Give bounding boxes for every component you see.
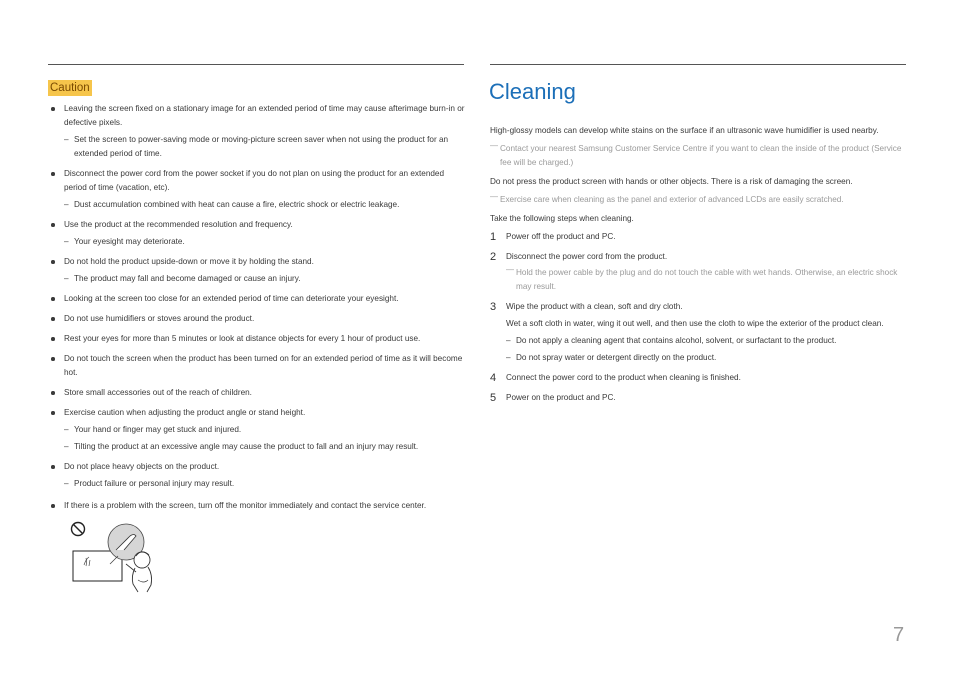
cleaning-step bbox=[490, 391, 910, 405]
caution-item bbox=[48, 499, 468, 513]
step-number: 3 bbox=[490, 301, 497, 313]
step-text: Disconnect the power cord from the product. bbox=[506, 252, 668, 261]
step-note: — Hold the power cable by the plug and do not touch the cable with wet hands. Otherwise, an electric shock may result. bbox=[506, 266, 910, 294]
caution-list bbox=[48, 102, 468, 519]
caution-item bbox=[48, 312, 468, 326]
step-text: Connect the power cord to the product when cleaning is finished. bbox=[506, 373, 741, 382]
caution-subitem: – Dust accumulation combined with heat can cause a fire, electric shock or electric leakage. bbox=[48, 198, 468, 212]
left-top-rule bbox=[48, 64, 464, 65]
cleaning-step bbox=[490, 371, 910, 385]
caution-heading: Caution bbox=[50, 82, 90, 94]
step-text: Power off the product and PC. bbox=[506, 232, 616, 241]
cleaning-step bbox=[490, 300, 910, 365]
caution-item bbox=[48, 406, 468, 454]
caution-subitem: – Product failure or personal injury may result. bbox=[48, 477, 468, 491]
caution-subitem: – The product may fall and become damaged or cause an injury. bbox=[48, 272, 468, 286]
cleaning-step bbox=[490, 230, 910, 244]
caution-item bbox=[48, 292, 468, 306]
cleaning-note: — Exercise care when cleaning as the panel and exterior of advanced LCDs are easily scratched. bbox=[490, 193, 910, 207]
screen-touch-prohibited-illustration bbox=[70, 520, 160, 596]
caution-item-text: Rest your eyes for more than 5 minutes or look at distance objects for every 1 hour of product use. bbox=[48, 332, 468, 346]
step-number: 4 bbox=[490, 372, 497, 384]
caution-subitem: – Your hand or finger may get stuck and injured. bbox=[48, 423, 468, 437]
cleaning-intro: High-glossy models can develop white stains on the surface if an ultrasonic wave humidifier is used nearby. bbox=[490, 126, 879, 135]
page-title: Cleaning bbox=[489, 79, 576, 104]
step-number: 1 bbox=[490, 231, 497, 243]
step-dash-item: – Do not apply a cleaning agent that contains alcohol, solvent, or surfactant to the product. bbox=[506, 334, 910, 348]
step-number: 2 bbox=[490, 251, 497, 263]
caution-subitem: – Set the screen to power-saving mode or moving-picture screen saver when not using the product for an extended period of time. bbox=[48, 133, 468, 161]
caution-item-text: Do not touch the screen when the product has been turned on for an extended period of time as it will become hot. bbox=[48, 352, 468, 380]
caution-item bbox=[48, 102, 468, 161]
step-detail: Wet a soft cloth in water, wing it out well, and then use the cloth to wipe the exterior of the product clean. bbox=[506, 319, 884, 328]
caution-item-text: Store small accessories out of the reach of children. bbox=[48, 386, 468, 400]
caution-item-text: Do not use humidifiers or stoves around the product. bbox=[48, 312, 468, 326]
right-top-rule bbox=[490, 64, 906, 65]
caution-item-text: Use the product at the recommended resolution and frequency. bbox=[48, 218, 468, 232]
caution-item bbox=[48, 460, 468, 491]
prohibited-icon bbox=[72, 523, 85, 536]
caution-subitem: – Your eyesight may deteriorate. bbox=[48, 235, 468, 249]
caution-item-text: Leaving the screen fixed on a stationary image for an extended period of time may cause afterimage burn-in or defective pixels. bbox=[48, 102, 468, 130]
step-number: 5 bbox=[490, 392, 497, 404]
caution-item-text: Exercise caution when adjusting the product angle or stand height. bbox=[48, 406, 468, 420]
caution-item-text: Do not hold the product upside-down or move it by holding the stand. bbox=[48, 255, 468, 269]
caution-item-text: Looking at the screen too close for an extended period of time can deteriorate your eyesight. bbox=[48, 292, 468, 306]
cleaning-note: — Contact your nearest Samsung Customer Service Centre if you want to clean the inside of the product (Service fee will be charged.) bbox=[490, 142, 910, 170]
caution-subitem: – Tilting the product at an excessive angle may cause the product to fall and an injury may result. bbox=[48, 440, 468, 454]
caution-item bbox=[48, 167, 468, 212]
caution-item-text: Disconnect the power cord from the power socket if you do not plan on using the product for an extended period of time (vacation, etc). bbox=[48, 167, 468, 195]
cleaning-step bbox=[490, 250, 910, 294]
cleaning-section bbox=[490, 124, 910, 411]
steps-intro: Take the following steps when cleaning. bbox=[490, 214, 634, 223]
page-number: 7 bbox=[893, 624, 905, 646]
caution-item bbox=[48, 255, 468, 286]
caution-item bbox=[48, 352, 468, 380]
cleaning-warning: Do not press the product screen with hands or other objects. There is a risk of damaging the screen. bbox=[490, 177, 853, 186]
caution-item bbox=[48, 386, 468, 400]
caution-item bbox=[48, 218, 468, 249]
step-dash-item: – Do not spray water or detergent directly on the product. bbox=[506, 351, 910, 365]
step-text: Wipe the product with a clean, soft and dry cloth. bbox=[506, 302, 683, 311]
caution-item bbox=[48, 332, 468, 346]
caution-item-text: If there is a problem with the screen, turn off the monitor immediately and contact the service center. bbox=[48, 499, 468, 513]
caution-item-text: Do not place heavy objects on the product. bbox=[48, 460, 468, 474]
step-text: Power on the product and PC. bbox=[506, 393, 616, 402]
